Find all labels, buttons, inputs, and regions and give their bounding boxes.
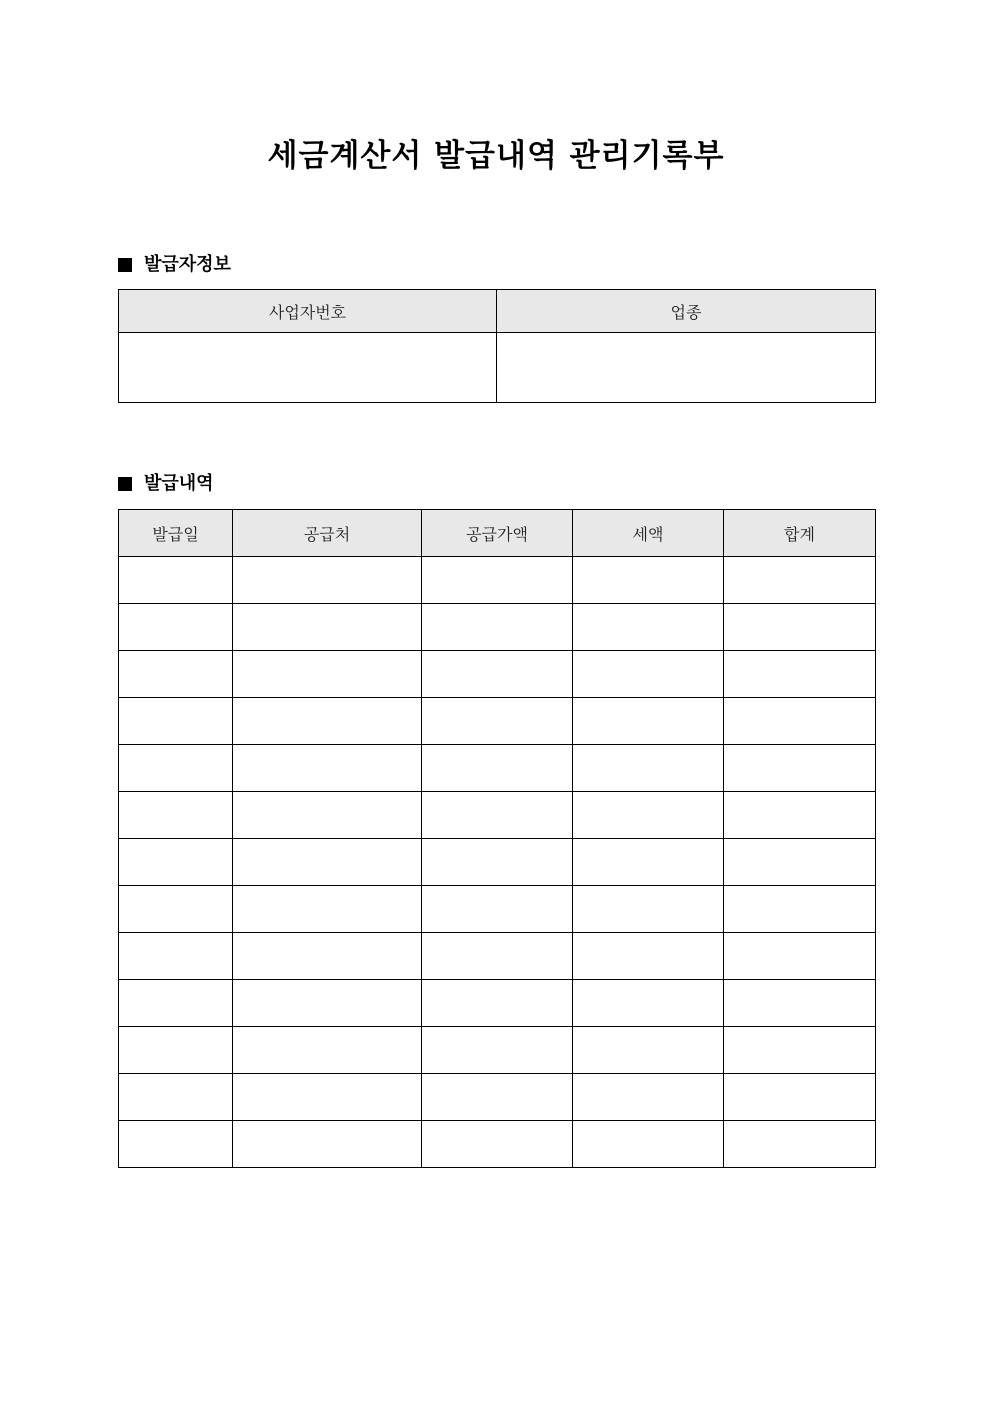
header-business-type: 업종	[497, 290, 876, 333]
total-cell[interactable]	[724, 604, 876, 651]
issue-date-cell[interactable]	[119, 1121, 233, 1168]
tax-amount-cell[interactable]	[573, 839, 724, 886]
supplier-cell[interactable]	[233, 1027, 422, 1074]
header-business-number: 사업자번호	[119, 290, 497, 333]
table-row	[119, 1121, 876, 1168]
square-bullet-icon	[118, 258, 132, 272]
supplier-cell[interactable]	[233, 886, 422, 933]
table-row	[119, 1074, 876, 1121]
issuer-section-heading-label: 발급자정보	[144, 254, 231, 275]
issuer-info-value-row	[119, 333, 876, 403]
header-tax-amount: 세액	[573, 510, 724, 557]
table-row	[119, 980, 876, 1027]
tax-amount-cell[interactable]	[573, 933, 724, 980]
issue-date-cell[interactable]	[119, 792, 233, 839]
issuance-section-heading-label: 발급내역	[144, 473, 214, 494]
issue-date-cell[interactable]	[119, 839, 233, 886]
table-row	[119, 886, 876, 933]
issuance-header-row	[119, 510, 876, 557]
square-bullet-icon	[118, 477, 132, 491]
header-supplier: 공급처	[233, 510, 422, 557]
supply-amount-cell[interactable]	[422, 980, 573, 1027]
total-cell[interactable]	[724, 1121, 876, 1168]
tax-amount-cell[interactable]	[573, 980, 724, 1027]
table-row	[119, 604, 876, 651]
supply-amount-cell[interactable]	[422, 886, 573, 933]
table-row	[119, 651, 876, 698]
supply-amount-cell[interactable]	[422, 933, 573, 980]
tax-amount-cell[interactable]	[573, 1121, 724, 1168]
tax-amount-cell[interactable]	[573, 698, 724, 745]
header-total: 합계	[724, 510, 876, 557]
supplier-cell[interactable]	[233, 557, 422, 604]
supply-amount-cell[interactable]	[422, 1074, 573, 1121]
issue-date-cell[interactable]	[119, 698, 233, 745]
supplier-cell[interactable]	[233, 1074, 422, 1121]
tax-amount-cell[interactable]	[573, 1074, 724, 1121]
issue-date-cell[interactable]	[119, 933, 233, 980]
total-cell[interactable]	[724, 839, 876, 886]
total-cell[interactable]	[724, 886, 876, 933]
issue-date-cell[interactable]	[119, 1027, 233, 1074]
issuance-section-heading	[118, 472, 214, 496]
issue-date-cell[interactable]	[119, 886, 233, 933]
issuer-info-header-row	[119, 290, 876, 333]
tax-amount-cell[interactable]	[573, 886, 724, 933]
total-cell[interactable]	[724, 792, 876, 839]
issue-date-cell[interactable]	[119, 604, 233, 651]
supply-amount-cell[interactable]	[422, 1027, 573, 1074]
tax-amount-cell[interactable]	[573, 651, 724, 698]
issue-date-cell[interactable]	[119, 980, 233, 1027]
total-cell[interactable]	[724, 980, 876, 1027]
total-cell[interactable]	[724, 1074, 876, 1121]
issue-date-cell[interactable]	[119, 745, 233, 792]
header-issue-date: 발급일	[119, 510, 233, 557]
table-row	[119, 557, 876, 604]
issuance-table	[118, 509, 876, 1168]
table-row	[119, 698, 876, 745]
issuer-section-heading	[118, 253, 231, 277]
table-row	[119, 745, 876, 792]
tax-amount-cell[interactable]	[573, 745, 724, 792]
issue-date-cell[interactable]	[119, 1074, 233, 1121]
supply-amount-cell[interactable]	[422, 651, 573, 698]
supplier-cell[interactable]	[233, 1121, 422, 1168]
business-type-field[interactable]	[497, 333, 876, 403]
supplier-cell[interactable]	[233, 745, 422, 792]
tax-amount-cell[interactable]	[573, 604, 724, 651]
supplier-cell[interactable]	[233, 604, 422, 651]
header-supply-amount: 공급가액	[422, 510, 573, 557]
supply-amount-cell[interactable]	[422, 745, 573, 792]
total-cell[interactable]	[724, 557, 876, 604]
issue-date-cell[interactable]	[119, 557, 233, 604]
supply-amount-cell[interactable]	[422, 557, 573, 604]
supplier-cell[interactable]	[233, 980, 422, 1027]
table-row	[119, 1027, 876, 1074]
supply-amount-cell[interactable]	[422, 604, 573, 651]
business-number-field[interactable]	[119, 333, 497, 403]
total-cell[interactable]	[724, 651, 876, 698]
total-cell[interactable]	[724, 698, 876, 745]
supply-amount-cell[interactable]	[422, 1121, 573, 1168]
total-cell[interactable]	[724, 1027, 876, 1074]
total-cell[interactable]	[724, 745, 876, 792]
table-row	[119, 839, 876, 886]
table-row	[119, 933, 876, 980]
supply-amount-cell[interactable]	[422, 839, 573, 886]
supply-amount-cell[interactable]	[422, 792, 573, 839]
supply-amount-cell[interactable]	[422, 698, 573, 745]
tax-amount-cell[interactable]	[573, 557, 724, 604]
table-row	[119, 792, 876, 839]
supplier-cell[interactable]	[233, 933, 422, 980]
tax-amount-cell[interactable]	[573, 792, 724, 839]
tax-amount-cell[interactable]	[573, 1027, 724, 1074]
issuer-info-table	[118, 289, 876, 403]
issue-date-cell[interactable]	[119, 651, 233, 698]
supplier-cell[interactable]	[233, 792, 422, 839]
page-title: 세금계산서 발급내역 관리기록부	[267, 138, 725, 174]
supplier-cell[interactable]	[233, 698, 422, 745]
total-cell[interactable]	[724, 933, 876, 980]
supplier-cell[interactable]	[233, 839, 422, 886]
supplier-cell[interactable]	[233, 651, 422, 698]
